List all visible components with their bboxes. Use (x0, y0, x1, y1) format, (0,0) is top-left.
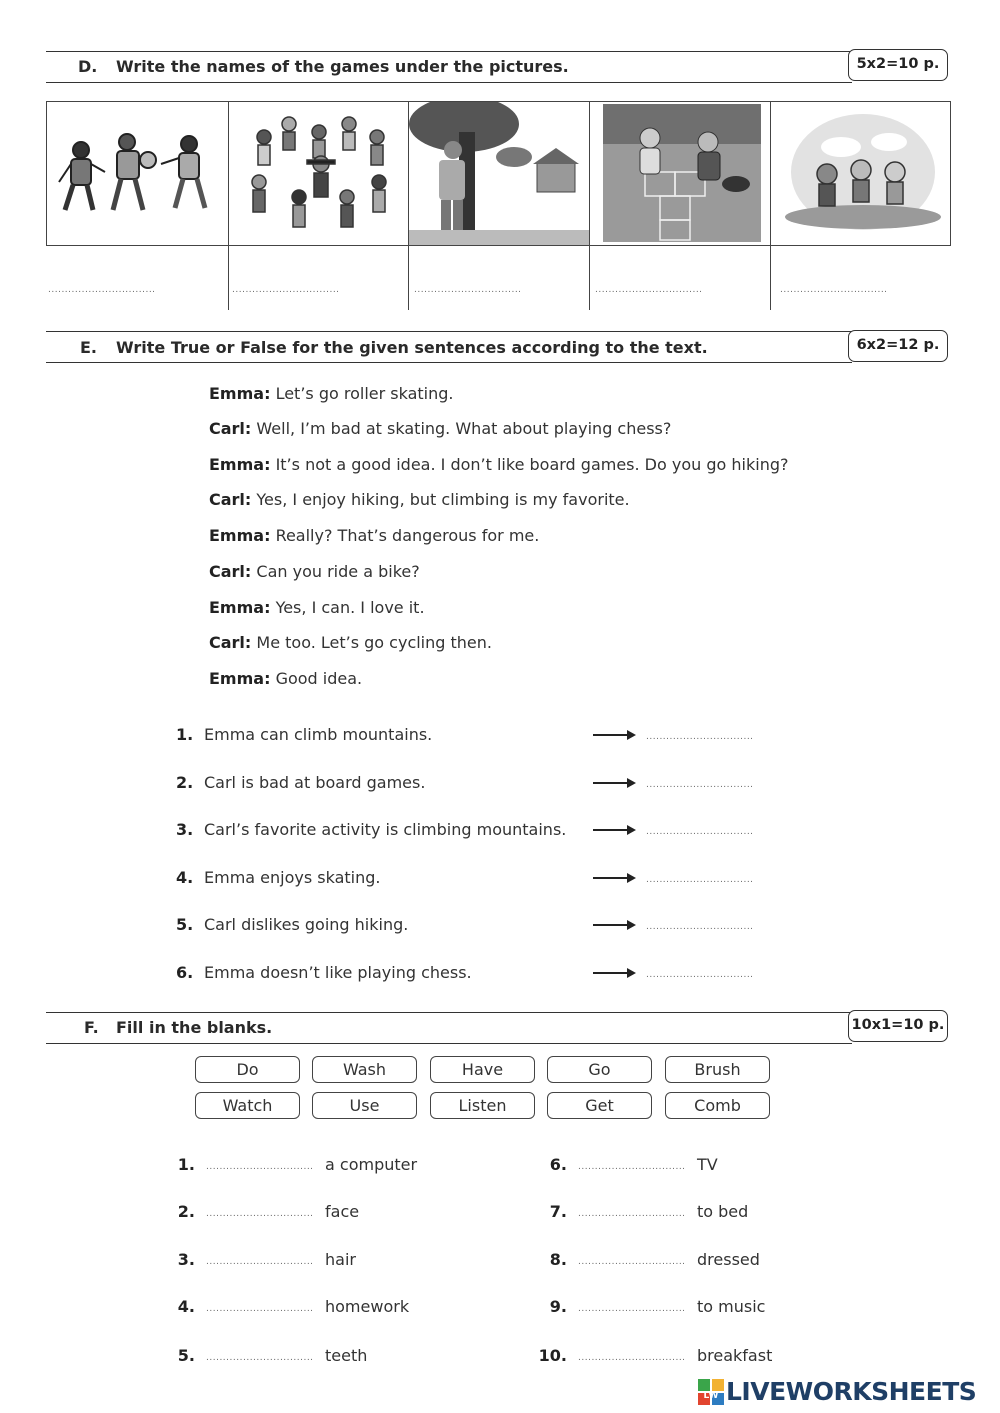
dialogue-line (209, 669, 362, 688)
dialogue-line (209, 562, 420, 581)
section-e-heading (80, 338, 708, 357)
section-f-bottom-rule (46, 1043, 852, 1044)
answer-blank-f-6[interactable]: ................................ (578, 1162, 686, 1172)
statement-text: Carl is bad at board games. (204, 773, 426, 792)
answer-blank-5[interactable]: ................................ (780, 285, 888, 295)
picture-cell-5 (771, 102, 950, 245)
word-bank-item: Do (195, 1056, 300, 1083)
pictures-table (46, 101, 951, 246)
statement-text: Carl dislikes going hiking. (204, 915, 409, 934)
dialogue-text: Can you ride a bike? (256, 562, 420, 581)
dialogue-text: Really? That’s dangerous for me. (275, 526, 540, 545)
answer-blank-f-2[interactable]: ................................ (206, 1209, 314, 1219)
statement-number: 3. (176, 820, 194, 839)
statement-text: Emma can climb mountains. (204, 725, 433, 744)
answer-blank-4[interactable]: ................................ (595, 285, 703, 295)
arrow-right-icon (593, 824, 637, 836)
blank-phrase: face (325, 1202, 360, 1221)
section-e-title: Write True or False for the given sentences according to the text. (116, 338, 708, 357)
blank-phrase: teeth (325, 1346, 368, 1365)
dialogue-speaker: Carl: (209, 562, 252, 581)
blank-phrase: TV (697, 1155, 718, 1174)
section-e-score-badge: 6x2=12 p. (848, 330, 948, 362)
dialogue-line (209, 598, 425, 617)
answer-blank-f-1[interactable]: ................................ (206, 1162, 314, 1172)
tag-picture (771, 102, 950, 245)
dialogue-line (209, 526, 539, 545)
blank-number: 8. (549, 1250, 567, 1269)
blank-number: 2. (177, 1202, 195, 1221)
answer-blank-tf-2[interactable]: ................................ (646, 780, 754, 790)
blank-phrase: a computer (325, 1155, 418, 1174)
logo-badge-letters: LW (703, 1391, 719, 1401)
section-d-heading (78, 57, 569, 76)
blind-mans-buff-picture (229, 102, 408, 245)
blank-number: 5. (177, 1346, 195, 1365)
blank-number: 3. (177, 1250, 195, 1269)
section-e-bottom-rule (46, 362, 852, 363)
answer-blank-f-10[interactable]: ................................ (578, 1353, 686, 1363)
dialogue-line (209, 633, 492, 652)
arrow-right-icon (593, 919, 637, 931)
statement-text: Emma enjoys skating. (204, 868, 381, 887)
word-bank-item: Get (547, 1092, 652, 1119)
section-f-top-rule (46, 1012, 852, 1013)
section-d-bottom-rule (46, 82, 852, 83)
answer-blank-tf-4[interactable]: ................................ (646, 875, 754, 885)
hopscotch-picture (590, 102, 770, 245)
blank-number: 9. (549, 1297, 567, 1316)
blank-phrase: breakfast (697, 1346, 773, 1365)
blank-phrase: to bed (697, 1202, 749, 1221)
blank-number: 6. (549, 1155, 567, 1174)
blank-phrase: homework (325, 1297, 410, 1316)
section-d-letter: D. (78, 57, 98, 76)
answer-blank-f-7[interactable]: ................................ (578, 1209, 686, 1219)
section-d-score-badge: 5x2=10 p. (848, 49, 948, 81)
blank-phrase: hair (325, 1250, 356, 1269)
dialogue-line (209, 490, 630, 509)
word-bank-item: Listen (430, 1092, 535, 1119)
dialogue-text: Me too. Let’s go cycling then. (256, 633, 492, 652)
statement-number: 4. (176, 868, 194, 887)
blank-number: 7. (549, 1202, 567, 1221)
answer-blank-tf-5[interactable]: ................................ (646, 922, 754, 932)
blank-number: 4. (177, 1297, 195, 1316)
picture-cell-1 (47, 102, 229, 245)
answer-divider-4 (770, 246, 771, 310)
blank-phrase: dressed (697, 1250, 760, 1269)
picture-cell-4 (590, 102, 771, 245)
section-d-title: Write the names of the games under the pictures. (116, 57, 569, 76)
arrow-right-icon (593, 729, 637, 741)
answer-blank-tf-1[interactable]: ................................ (646, 732, 754, 742)
arrow-right-icon (593, 872, 637, 884)
blank-phrase: to music (697, 1297, 766, 1316)
word-bank-item: Go (547, 1056, 652, 1083)
dialogue-speaker: Carl: (209, 633, 252, 652)
liveworksheets-logo-text: LIVEWORKSHEETS (726, 1377, 977, 1406)
word-bank-item: Brush (665, 1056, 770, 1083)
arrow-right-icon (593, 777, 637, 789)
dialogue-speaker: Carl: (209, 490, 252, 509)
blank-number: 10. (538, 1346, 567, 1365)
section-d-top-rule (46, 51, 852, 52)
dialogue-line (209, 419, 671, 438)
word-bank-item: Use (312, 1092, 417, 1119)
dialogue-speaker: Emma: (209, 455, 271, 474)
answer-blank-f-4[interactable]: ................................ (206, 1304, 314, 1314)
answer-blank-2[interactable]: ................................ (232, 285, 340, 295)
dialogue-line (209, 384, 454, 403)
answer-blank-f-9[interactable]: ................................ (578, 1304, 686, 1314)
section-e-letter: E. (80, 338, 98, 357)
dialogue-speaker: Emma: (209, 598, 271, 617)
statement-text: Carl’s favorite activity is climbing mountains. (204, 820, 567, 839)
dialogue-speaker: Emma: (209, 526, 271, 545)
answer-blank-1[interactable]: ................................ (48, 285, 156, 295)
answer-blank-tf-3[interactable]: ................................ (646, 827, 754, 837)
dialogue-text: Yes, I can. I love it. (275, 598, 425, 617)
statement-number: 5. (176, 915, 194, 934)
dialogue-speaker: Emma: (209, 669, 271, 688)
dialogue-text: Let’s go roller skating. (275, 384, 454, 403)
blank-number: 1. (177, 1155, 195, 1174)
dialogue-text: Yes, I enjoy hiking, but climbing is my favorite. (256, 490, 630, 509)
dialogue-speaker: Emma: (209, 384, 271, 403)
statement-text: Emma doesn’t like playing chess. (204, 963, 472, 982)
answer-divider-2 (408, 246, 409, 310)
answer-divider-1 (228, 246, 229, 310)
liveworksheets-logo-icon (698, 1379, 724, 1405)
answer-blank-3[interactable]: ................................ (414, 285, 522, 295)
dialogue-text: Well, I’m bad at skating. What about playing chess? (256, 419, 672, 438)
answer-divider-3 (589, 246, 590, 310)
picture-cell-2 (229, 102, 409, 245)
dodgeball-picture (47, 102, 228, 245)
dialogue-speaker: Carl: (209, 419, 252, 438)
section-f-title: Fill in the blanks. (116, 1018, 273, 1037)
word-bank-item: Watch (195, 1092, 300, 1119)
arrow-right-icon (593, 967, 637, 979)
statement-number: 6. (176, 963, 194, 982)
word-bank-item: Comb (665, 1092, 770, 1119)
word-bank-item: Wash (312, 1056, 417, 1083)
section-e-top-rule (46, 331, 852, 332)
answer-blank-f-5[interactable]: ................................ (206, 1353, 314, 1363)
section-f-score-badge: 10x1=10 p. (848, 1010, 948, 1042)
section-f-letter: F. (84, 1018, 99, 1037)
dialogue-text: Good idea. (275, 669, 363, 688)
answer-blank-tf-6[interactable]: ................................ (646, 970, 754, 980)
word-bank-item: Have (430, 1056, 535, 1083)
hide-and-seek-picture (409, 102, 589, 245)
statement-number: 2. (176, 773, 194, 792)
picture-cell-3 (409, 102, 590, 245)
section-f-heading (84, 1018, 272, 1037)
statement-number: 1. (176, 725, 194, 744)
answer-blank-f-3[interactable]: ................................ (206, 1257, 314, 1267)
dialogue-line (209, 455, 788, 474)
dialogue-text: It’s not a good idea. I don’t like board games. Do you go hiking? (275, 455, 789, 474)
answer-blank-f-8[interactable]: ................................ (578, 1257, 686, 1267)
